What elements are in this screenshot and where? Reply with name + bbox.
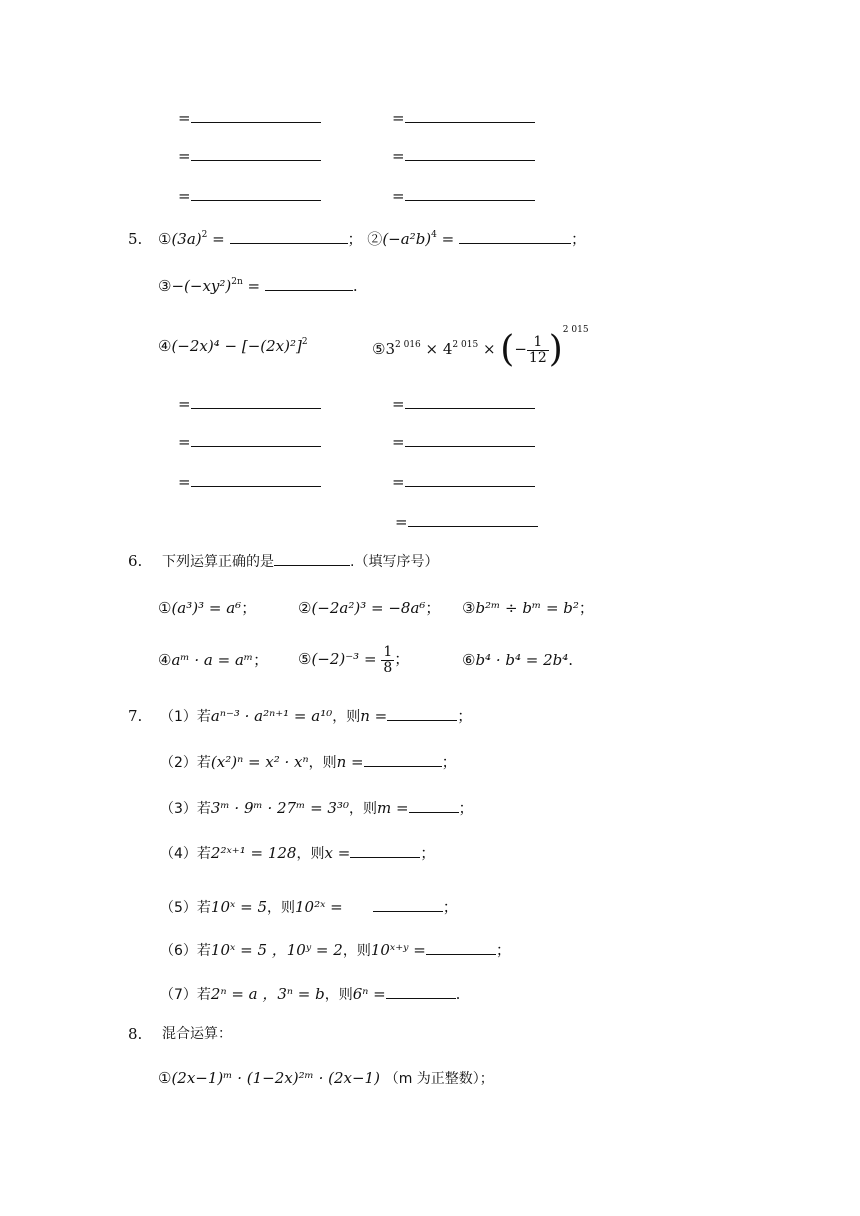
answer-row: = [392,472,535,492]
question-number: 6. [128,552,143,570]
item-label: ① [158,230,172,248]
math-expression: $(-a^2b)^4$ [382,230,437,248]
answer-row: = [392,394,535,414]
answer-row: = [392,432,535,452]
answer-blank[interactable] [405,146,535,161]
q8-title: 混合运算： [162,1026,232,1042]
equals-sign: = [392,147,405,165]
answer-row: = [178,432,321,452]
item-label: ③ [158,277,172,295]
equals-sign: = [392,187,405,205]
equals-sign: = [178,147,191,165]
answer-blank[interactable] [274,551,350,566]
answer-blank[interactable] [386,984,456,999]
answer-blank[interactable] [409,798,459,813]
q6-option: ④aᵐ · a = aᵐ； [158,651,269,669]
answer-row: = [178,394,321,414]
math-expression: $3^{2 016} \times 4^{2 015}$ × (− $\frac{1}{12}$ )$^{2 015}$ [385,325,589,370]
answer-blank[interactable] [405,432,535,447]
q5-line-2: $③-(-xy^2)^{2n}$ = . [158,277,358,295]
answer-blank[interactable] [405,472,535,487]
q5-line-1: $①(3a)^2$ = ； $②(-a^2b)^4$ = ； [158,230,587,248]
q7-item: （5）若10ˣ = 5，则10²ˣ = ； [160,898,458,916]
answer-row [178,186,321,206]
answer-blank[interactable] [405,394,535,409]
answer-blank[interactable] [191,108,321,123]
q7-item: （3）若3ᵐ · 9ᵐ · 27ᵐ = 3³⁰，则m = ； [160,799,474,817]
q8-item: ①(2x−1)ᵐ · (1−2x)²ᵐ · (2x−1) （m 为正整数）； [158,1069,494,1087]
answer-blank[interactable] [408,512,538,527]
answer-blank[interactable] [459,229,571,244]
equals-sign: = [392,109,405,127]
answer-blank[interactable] [191,186,321,201]
q7-item: （1）若aⁿ⁻³ · a²ⁿ⁺¹ = a¹⁰，则n = ； [160,707,473,725]
item-label: ④ [158,337,172,355]
q7-item: （2）若(x²)ⁿ = x² · xⁿ，则n = ； [160,753,457,771]
q5-line-3 [158,336,308,356]
question-number: 8. [128,1025,143,1043]
answer-blank[interactable] [364,752,442,767]
answer-blank[interactable] [191,472,321,487]
q7-item: （7）若2ⁿ = a ，3ⁿ = b，则6ⁿ = . [160,985,461,1003]
q5-line-3b [372,325,589,370]
math-expression: $(3a)^2$ [171,230,208,248]
answer-row [392,108,535,128]
equals-sign: = [178,187,191,205]
answer-row [392,186,535,206]
answer-row [178,108,321,128]
question-number: 7. [128,707,143,725]
q6-option: ⑥b⁴ · b⁴ = 2b⁴. [462,651,574,669]
answer-blank[interactable] [191,432,321,447]
answer-blank[interactable] [265,276,353,291]
answer-row: = [395,512,538,532]
answer-blank[interactable] [405,108,535,123]
math-expression: $(-2x)^4 - [-(2x)^2]^2$ [171,337,308,355]
answer-blank[interactable] [426,940,496,955]
answer-blank[interactable] [191,394,321,409]
answer-blank[interactable] [373,897,443,912]
answer-row [392,146,535,166]
fraction: $\frac{1}{12}$ [528,333,547,366]
q6-option: ①(a³)³ = a⁶； [158,599,257,617]
answer-blank[interactable] [191,146,321,161]
fraction: $\frac{1}{8}$ [383,643,393,676]
question-number: 5. [128,230,143,248]
answer-row: = [178,472,321,492]
q6-prompt: 下列运算正确的是 .（填写序号） [162,551,438,572]
math-expression: $-(-xy^2)^{2n}$ [171,277,243,295]
answer-blank[interactable] [350,843,420,858]
answer-blank[interactable] [230,229,348,244]
answer-blank[interactable] [405,186,535,201]
q6-option: ③b²ᵐ ÷ bᵐ = b²； [462,599,594,617]
q6-option: ②(−2a²)³ = −8a⁶； [298,599,441,617]
q7-item: （6）若10ˣ = 5 ，10ʸ = 2，则10ˣ⁺ʸ = ； [160,941,511,959]
q7-item: （4）若2²ˣ⁺¹ = 128，则x = ； [160,844,436,862]
q6-option: ⑤(−2)⁻³ = $\frac{1}{8}$ ； [298,643,410,676]
answer-blank[interactable] [387,706,457,721]
item-label: ⑤ [372,340,386,358]
answer-row [178,146,321,166]
item-label: ② [367,230,383,248]
equals-sign: = [178,109,191,127]
